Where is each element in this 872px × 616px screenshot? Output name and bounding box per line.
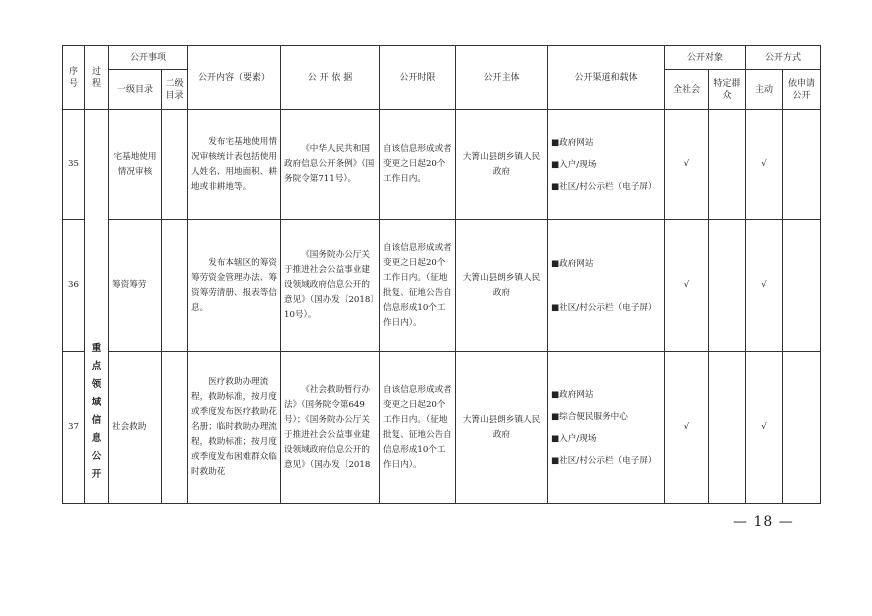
channel-item: ■社区/村公示栏（电子屏） xyxy=(551,181,657,192)
header-target-group: 公开对象 xyxy=(665,46,746,70)
row-level1: 社会救助 xyxy=(109,352,162,504)
header-whole-society: 全社会 xyxy=(665,70,709,110)
table-row xyxy=(63,110,821,220)
header-on-request: 依申请公开 xyxy=(783,70,821,110)
disclosure-table xyxy=(62,45,821,504)
row-channels xyxy=(548,220,665,352)
header-subject: 公开主体 xyxy=(456,46,548,110)
row-seq: 37 xyxy=(63,352,85,504)
channel-item: ■政府网站 xyxy=(551,137,594,148)
header-basis: 公 开 依 据 xyxy=(281,46,380,110)
row-level1: 筹资筹劳 xyxy=(109,220,162,352)
row-whole-society-check: √ xyxy=(665,220,709,352)
process-label xyxy=(85,110,109,504)
row-content: 发布本辖区的筹资筹劳资金管理办法、筹资筹劳清册、报表等信息。 xyxy=(188,220,281,352)
row-whole-society-check: √ xyxy=(665,110,709,220)
header-active: 主动 xyxy=(746,70,783,110)
header-content: 公开内容（要素） xyxy=(188,46,281,110)
row-whole-society-check: √ xyxy=(665,352,709,504)
channel-item: ■社区/村公示栏（电子屏） xyxy=(551,455,657,466)
header-time-limit: 公开时限 xyxy=(380,46,456,110)
page-number: — 18 — xyxy=(733,514,794,530)
channel-item: ■入户/现场 xyxy=(551,159,597,170)
row-time-limit: 自该信息形成或者变更之日起20个工作日内。（征地批复、征地公告自信息形成10个工作日内）。 xyxy=(380,220,456,352)
row-time-limit: 自该信息形成或者变更之日起20个工作日内。（征地批复、征地公告自信息形成10个工作日内）。 xyxy=(380,352,456,504)
row-basis: 《社会救助暂行办法》（国务院令第649号）；《国务院办公厅关于推进社会公益事业建设领域政府信息公开的意见》（国办发〔2018 xyxy=(281,352,380,504)
header-seq: 序号 xyxy=(63,46,85,110)
row-basis: 《中华人民共和国政府信息公开条例》（国务院令第711号）。 xyxy=(281,110,380,220)
table-row xyxy=(63,220,821,352)
row-level2 xyxy=(162,110,188,220)
row-channels xyxy=(548,352,665,504)
row-level2 xyxy=(162,352,188,504)
row-active-check: √ xyxy=(746,110,783,220)
process-label-text: 重点领域信息公开 xyxy=(91,342,102,480)
header-level1: 一级目录 xyxy=(109,70,162,110)
header-level2: 二级目录 xyxy=(162,70,188,110)
header-method-group: 公开方式 xyxy=(746,46,821,70)
row-level1: 宅基地使用情况审核 xyxy=(109,110,162,220)
row-basis: 《国务院办公厅关于推进社会公益事业建设领域政府信息公开的意见》（国办发〔2018〕10号）。 xyxy=(281,220,380,352)
channel-item: ■入户/现场 xyxy=(551,433,597,444)
row-on-request-check xyxy=(783,110,821,220)
row-specific-group-check xyxy=(709,110,746,220)
row-specific-group-check xyxy=(709,352,746,504)
row-active-check: √ xyxy=(746,220,783,352)
header-specific-group: 特定群众 xyxy=(709,70,746,110)
row-subject: 大箐山县朗乡镇人民政府 xyxy=(456,110,548,220)
row-on-request-check xyxy=(783,220,821,352)
header-process: 过程 xyxy=(85,46,109,110)
channel-item: ■综合便民服务中心 xyxy=(551,411,628,422)
row-subject: 大箐山县朗乡镇人民政府 xyxy=(456,352,548,504)
row-seq: 35 xyxy=(63,110,85,220)
channel-item: ■政府网站 xyxy=(551,389,594,400)
row-on-request-check xyxy=(783,352,821,504)
header-items-group: 公开事项 xyxy=(109,46,188,70)
channel-item: ■政府网站 xyxy=(551,258,594,269)
row-seq: 36 xyxy=(63,220,85,352)
channel-item: ■社区/村公示栏（电子屏） xyxy=(551,302,657,313)
row-active-check: √ xyxy=(746,352,783,504)
header-channel: 公开渠道和载体 xyxy=(548,46,665,110)
row-specific-group-check xyxy=(709,220,746,352)
row-subject: 大箐山县朗乡镇人民政府 xyxy=(456,220,548,352)
row-content: 发布宅基地使用情况审核统计表包括使用人姓名、用地面积、耕地或非耕地等。 xyxy=(188,110,281,220)
row-content: 医疗救助办理流程，救助标准，按月度或季度发布医疗救助花名册；临时救助办理流程，救助标准；按月度或季度发布困难群众临时救助花 xyxy=(188,352,281,504)
row-time-limit: 自该信息形成或者变更之日起20个工作日内。 xyxy=(380,110,456,220)
row-level2 xyxy=(162,220,188,352)
row-channels xyxy=(548,110,665,220)
table-row xyxy=(63,352,821,504)
